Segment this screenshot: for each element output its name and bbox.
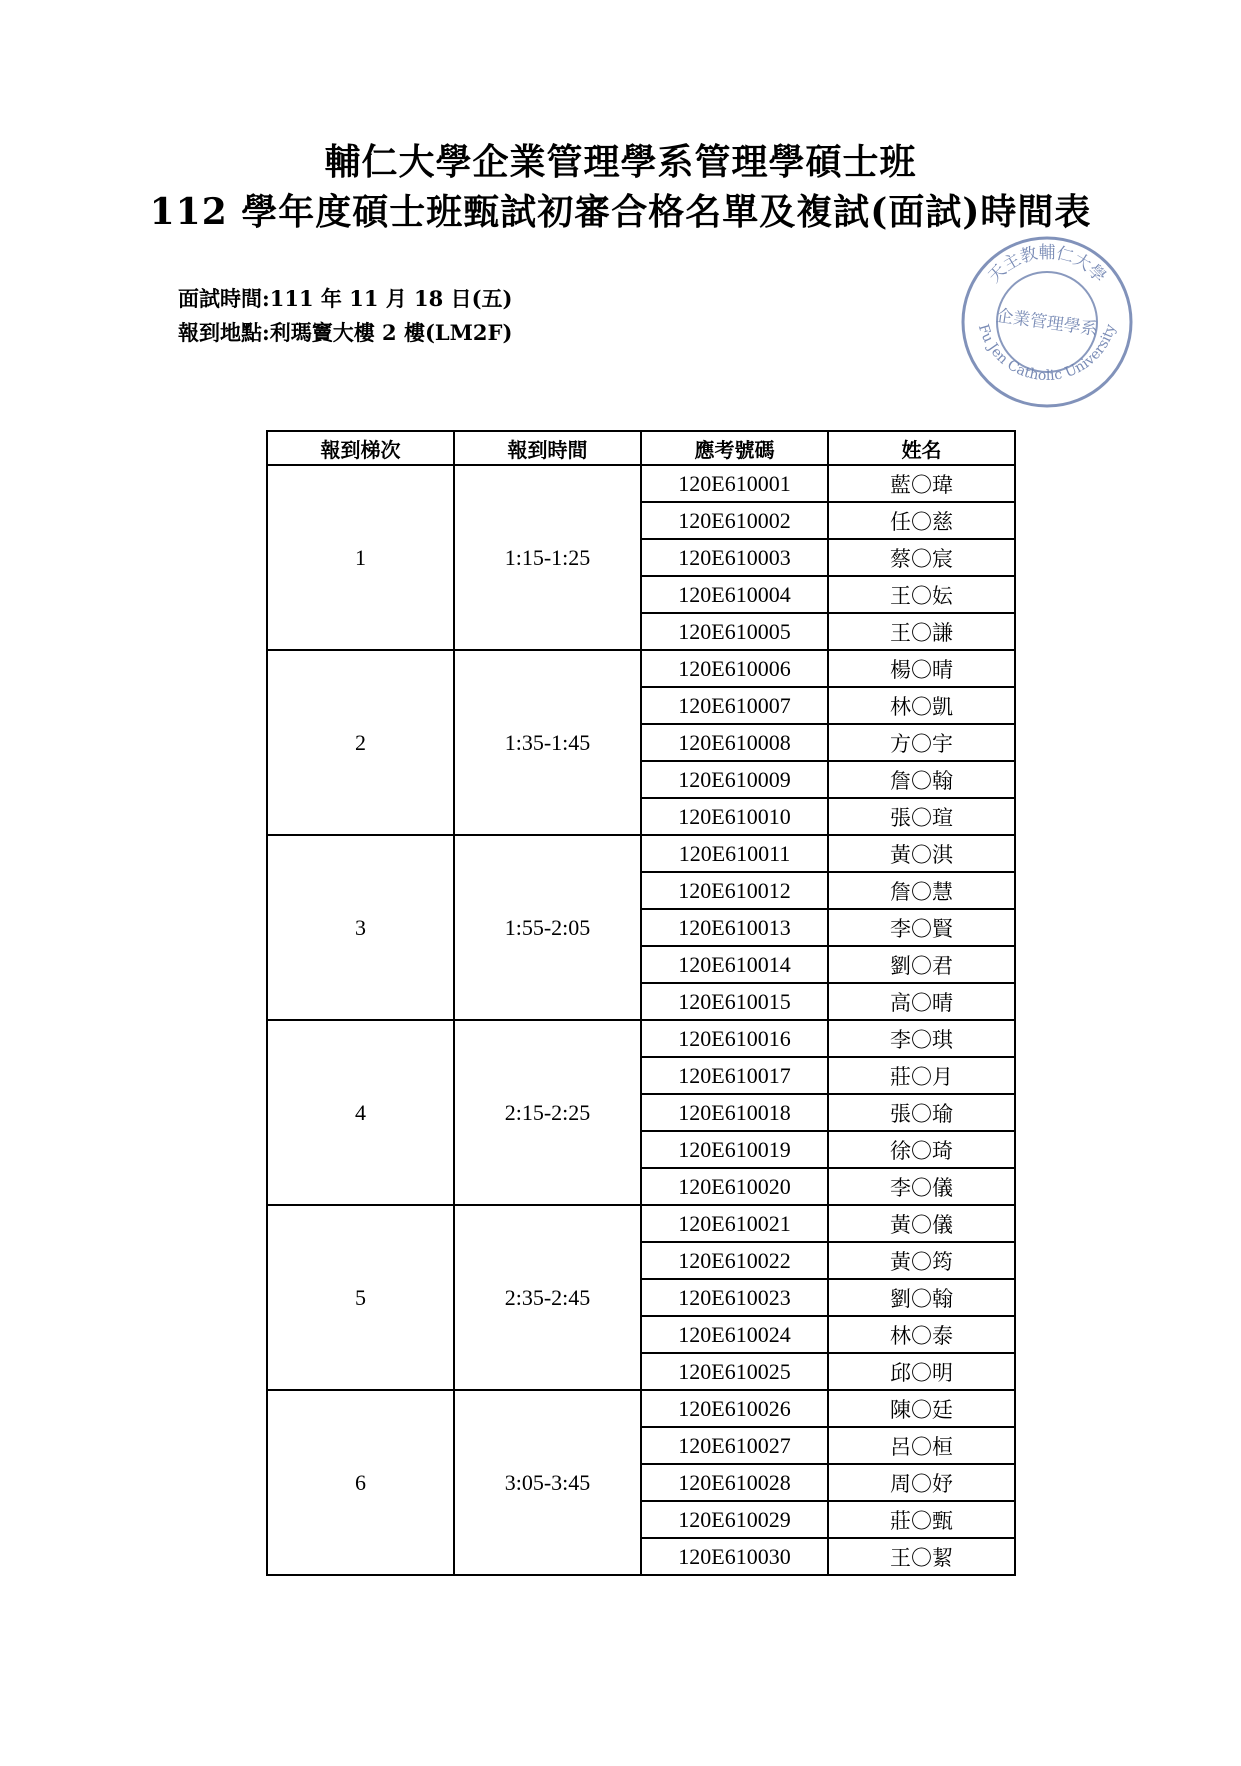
schedule-body [267, 465, 1015, 1575]
header-batch: 報到梯次 [267, 431, 454, 465]
candidate-name-cell: 林〇泰 [828, 1316, 1015, 1353]
table-row [267, 650, 1015, 687]
report-location: 報到地點:利瑪竇大樓 2 樓(LM2F) [178, 320, 513, 345]
report-time-cell: 2:35-2:45 [454, 1205, 641, 1390]
table-header-row [267, 431, 1015, 465]
candidate-name-cell: 呂〇桓 [828, 1427, 1015, 1464]
candidate-name-cell: 黃〇筠 [828, 1242, 1015, 1279]
exam-number-cell: 120E610029 [641, 1501, 828, 1538]
exam-number-cell: 120E610023 [641, 1279, 828, 1316]
header-exam-number: 應考號碼 [641, 431, 828, 465]
exam-number-cell: 120E610017 [641, 1057, 828, 1094]
candidate-name-cell: 莊〇甄 [828, 1501, 1015, 1538]
exam-number-cell: 120E610004 [641, 576, 828, 613]
seal-inner-text: 企業管理學系 [994, 305, 1099, 340]
candidate-name-cell: 王〇謙 [828, 613, 1015, 650]
candidate-name-cell: 詹〇慧 [828, 872, 1015, 909]
candidate-name-cell: 任〇慈 [828, 502, 1015, 539]
batch-number-cell: 5 [267, 1205, 454, 1390]
exam-number-cell: 120E610024 [641, 1316, 828, 1353]
candidate-name-cell: 李〇儀 [828, 1168, 1015, 1205]
exam-number-cell: 120E610021 [641, 1205, 828, 1242]
exam-number-cell: 120E610003 [641, 539, 828, 576]
exam-number-cell: 120E610015 [641, 983, 828, 1020]
header-time: 報到時間 [454, 431, 641, 465]
report-time-cell: 1:15-1:25 [454, 465, 641, 650]
candidate-name-cell: 黃〇淇 [828, 835, 1015, 872]
seal-bottom-text: Fu Jen Catholic University [974, 322, 1120, 385]
schedule-table [266, 430, 1016, 1576]
exam-number-cell: 120E610006 [641, 650, 828, 687]
batch-number-cell: 2 [267, 650, 454, 835]
table-row [267, 835, 1015, 872]
candidate-name-cell: 李〇琪 [828, 1020, 1015, 1057]
candidate-name-cell: 藍〇瑋 [828, 465, 1015, 502]
exam-number-cell: 120E610022 [641, 1242, 828, 1279]
candidate-name-cell: 方〇宇 [828, 724, 1015, 761]
exam-number-cell: 120E610013 [641, 909, 828, 946]
exam-number-cell: 120E610001 [641, 465, 828, 502]
exam-number-cell: 120E610008 [641, 724, 828, 761]
candidate-name-cell: 周〇妤 [828, 1464, 1015, 1501]
exam-number-cell: 120E610020 [641, 1168, 828, 1205]
report-time-cell: 1:35-1:45 [454, 650, 641, 835]
exam-number-cell: 120E610014 [641, 946, 828, 983]
exam-number-cell: 120E610007 [641, 687, 828, 724]
exam-number-cell: 120E610012 [641, 872, 828, 909]
batch-number-cell: 6 [267, 1390, 454, 1575]
candidate-name-cell: 高〇晴 [828, 983, 1015, 1020]
document-title-line2: 112 學年度碩士班甄試初審合格名單及複試(面試)時間表 [149, 191, 1092, 233]
candidate-name-cell: 蔡〇宸 [828, 539, 1015, 576]
university-seal [955, 230, 1135, 410]
candidate-name-cell: 莊〇月 [828, 1057, 1015, 1094]
exam-number-cell: 120E610009 [641, 761, 828, 798]
exam-number-cell: 120E610016 [641, 1020, 828, 1057]
exam-number-cell: 120E610028 [641, 1464, 828, 1501]
table-row [267, 1205, 1015, 1242]
header-name: 姓名 [828, 431, 1015, 465]
candidate-name-cell: 黃〇儀 [828, 1205, 1015, 1242]
exam-number-cell: 120E610002 [641, 502, 828, 539]
batch-number-cell: 4 [267, 1020, 454, 1205]
exam-number-cell: 120E610018 [641, 1094, 828, 1131]
candidate-name-cell: 劉〇翰 [828, 1279, 1015, 1316]
report-time-cell: 3:05-3:45 [454, 1390, 641, 1575]
exam-number-cell: 120E610019 [641, 1131, 828, 1168]
candidate-name-cell: 徐〇琦 [828, 1131, 1015, 1168]
candidate-name-cell: 陳〇廷 [828, 1390, 1015, 1427]
report-time-cell: 2:15-2:25 [454, 1020, 641, 1205]
table-row [267, 1020, 1015, 1057]
exam-number-cell: 120E610030 [641, 1538, 828, 1575]
candidate-name-cell: 楊〇晴 [828, 650, 1015, 687]
seal-top-text: 天主教輔仁大學 [984, 243, 1110, 287]
candidate-name-cell: 張〇瑜 [828, 1094, 1015, 1131]
candidate-name-cell: 李〇賢 [828, 909, 1015, 946]
report-time-cell: 1:55-2:05 [454, 835, 641, 1020]
exam-number-cell: 120E610011 [641, 835, 828, 872]
interview-time: 面試時間:111 年 11 月 18 日(五) [178, 286, 513, 311]
exam-number-cell: 120E610010 [641, 798, 828, 835]
table-row [267, 1390, 1015, 1427]
exam-number-cell: 120E610026 [641, 1390, 828, 1427]
candidate-name-cell: 張〇瑄 [828, 798, 1015, 835]
candidate-name-cell: 林〇凱 [828, 687, 1015, 724]
batch-number-cell: 3 [267, 835, 454, 1020]
exam-number-cell: 120E610025 [641, 1353, 828, 1390]
candidate-name-cell: 王〇妘 [828, 576, 1015, 613]
exam-number-cell: 120E610027 [641, 1427, 828, 1464]
table-row [267, 465, 1015, 502]
candidate-name-cell: 詹〇翰 [828, 761, 1015, 798]
candidate-name-cell: 邱〇明 [828, 1353, 1015, 1390]
candidate-name-cell: 王〇絜 [828, 1538, 1015, 1575]
candidate-name-cell: 劉〇君 [828, 946, 1015, 983]
exam-number-cell: 120E610005 [641, 613, 828, 650]
batch-number-cell: 1 [267, 465, 454, 650]
document-title-line1: 輔仁大學企業管理學系管理學碩士班 [324, 141, 917, 183]
